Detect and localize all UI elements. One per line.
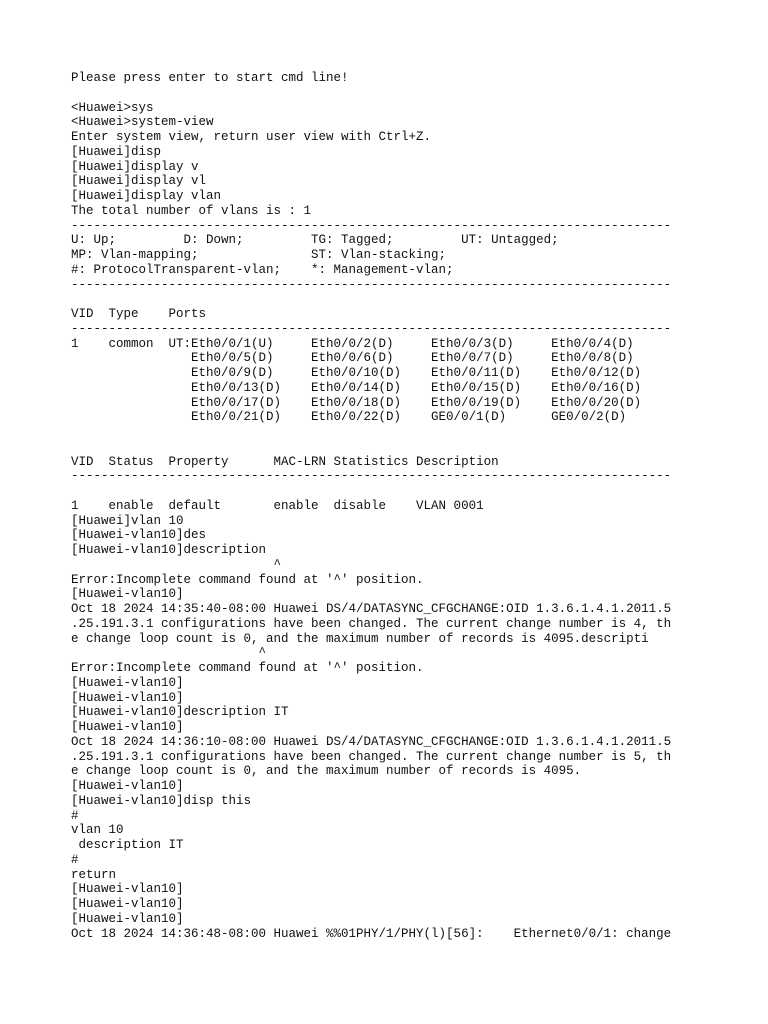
terminal-line: Error:Incomplete command found at '^' position.	[71, 572, 424, 587]
terminal-line: Oct 18 2024 14:36:10-08:00 Huawei DS/4/DATASYNC_CFGCHANGE:OID 1.3.6.1.4.1.2011.5	[71, 734, 672, 749]
terminal-line: Eth0/0/17(D) Eth0/0/18(D) Eth0/0/19(D) Eth0/0/20(D)	[71, 395, 642, 410]
terminal-line: [Huawei-vlan10]	[71, 587, 184, 602]
terminal-line: The total number of vlans is : 1	[71, 203, 312, 218]
terminal-line	[71, 292, 711, 307]
terminal-line: [Huawei-vlan10]	[71, 690, 184, 705]
terminal-line: ^	[71, 557, 282, 572]
terminal-line: [Huawei-vlan10]	[71, 675, 184, 690]
terminal-line: Eth0/0/5(D) Eth0/0/6(D) Eth0/0/7(D) Eth0/0/8(D)	[71, 351, 634, 366]
terminal-line: U: Up; D: Down; TG: Tagged; UT: Untagged;	[71, 233, 559, 248]
terminal-line: --------------------------------------------------------------------------------	[71, 469, 672, 484]
terminal-line: --------------------------------------------------------------------------------	[71, 321, 672, 336]
terminal-line: #	[71, 852, 79, 867]
terminal-line: [Huawei-vlan10]description	[71, 543, 267, 557]
terminal-line: #: ProtocolTransparent-vlan; *: Management-vlan;	[71, 262, 454, 277]
terminal-line: [Huawei]vlan 10	[71, 513, 184, 528]
terminal-line: Error:Incomplete command found at '^' position.	[71, 661, 424, 675]
terminal-line: .25.191.3.1 configurations have been changed. The current change number is 4, th	[71, 616, 672, 631]
terminal-line	[71, 86, 711, 101]
terminal-line: <Huawei>sys	[71, 100, 154, 115]
terminal-line: .25.191.3.1 configurations have been changed. The current change number is 5, th	[71, 749, 672, 764]
terminal-line: [Huawei-vlan10]	[71, 779, 184, 793]
terminal-line: description IT	[71, 838, 184, 852]
terminal-line: Please press enter to start cmd line!	[71, 71, 349, 85]
terminal-line: [Huawei-vlan10]description IT	[71, 705, 289, 720]
terminal-line: [Huawei-vlan10]	[71, 897, 184, 911]
terminal-line: [Huawei-vlan10]des	[71, 528, 207, 543]
terminal-line: [Huawei-vlan10]	[71, 911, 184, 926]
terminal-line	[71, 425, 711, 440]
terminal-line: Eth0/0/21(D) Eth0/0/22(D) GE0/0/1(D) GE0/0/2(D)	[71, 410, 627, 425]
terminal-line: Eth0/0/9(D) Eth0/0/10(D) Eth0/0/11(D) Eth0/0/12(D)	[71, 366, 642, 380]
terminal-line: [Huawei]display vl	[71, 174, 207, 189]
terminal-line: Oct 18 2024 14:36:48-08:00 Huawei %%01PHY/1/PHY(l)[56]: Ethernet0/0/1: change	[71, 926, 672, 941]
terminal-line: [Huawei-vlan10]disp this	[71, 793, 252, 808]
terminal-line: vlan 10	[71, 823, 124, 838]
terminal-line: [Huawei]display vlan	[71, 189, 222, 203]
terminal-line: #	[71, 808, 79, 823]
terminal-line: [Huawei-vlan10]	[71, 882, 184, 897]
terminal-line: Enter system view, return user view with Ctrl+Z.	[71, 130, 432, 144]
terminal-line: Eth0/0/13(D) Eth0/0/14(D) Eth0/0/15(D) Eth0/0/16(D)	[71, 380, 642, 395]
terminal-line	[71, 440, 711, 455]
terminal-line: <Huawei>system-view	[71, 115, 214, 130]
terminal-line: Oct 18 2024 14:35:40-08:00 Huawei DS/4/DATASYNC_CFGCHANGE:OID 1.3.6.1.4.1.2011.5	[71, 602, 672, 616]
terminal-line: [Huawei]display v	[71, 159, 199, 174]
terminal-line: VID Type Ports	[71, 307, 207, 321]
terminal-line: ^	[71, 646, 267, 661]
terminal-line: [Huawei]disp	[71, 144, 162, 159]
terminal-line: 1 enable default enable disable VLAN 0001	[71, 498, 484, 513]
terminal-line: 1 common UT:Eth0/0/1(U) Eth0/0/2(D) Eth0/0/3(D) Eth0/0/4(D)	[71, 336, 634, 351]
terminal-line: --------------------------------------------------------------------------------	[71, 277, 672, 292]
terminal-line: --------------------------------------------------------------------------------	[71, 218, 672, 233]
terminal-line	[71, 484, 711, 499]
terminal-line: return	[71, 867, 117, 882]
terminal-output[interactable]	[71, 71, 711, 941]
terminal-line: VID Status Property MAC-LRN Statistics Description	[71, 454, 499, 469]
terminal-line: [Huawei-vlan10]	[71, 720, 184, 734]
terminal-line: e change loop count is 0, and the maximum number of records is 4095.	[71, 764, 582, 779]
terminal-line: e change loop count is 0, and the maximum number of records is 4095.descripti	[71, 631, 649, 646]
terminal-line: MP: Vlan-mapping; ST: Vlan-stacking;	[71, 248, 447, 262]
